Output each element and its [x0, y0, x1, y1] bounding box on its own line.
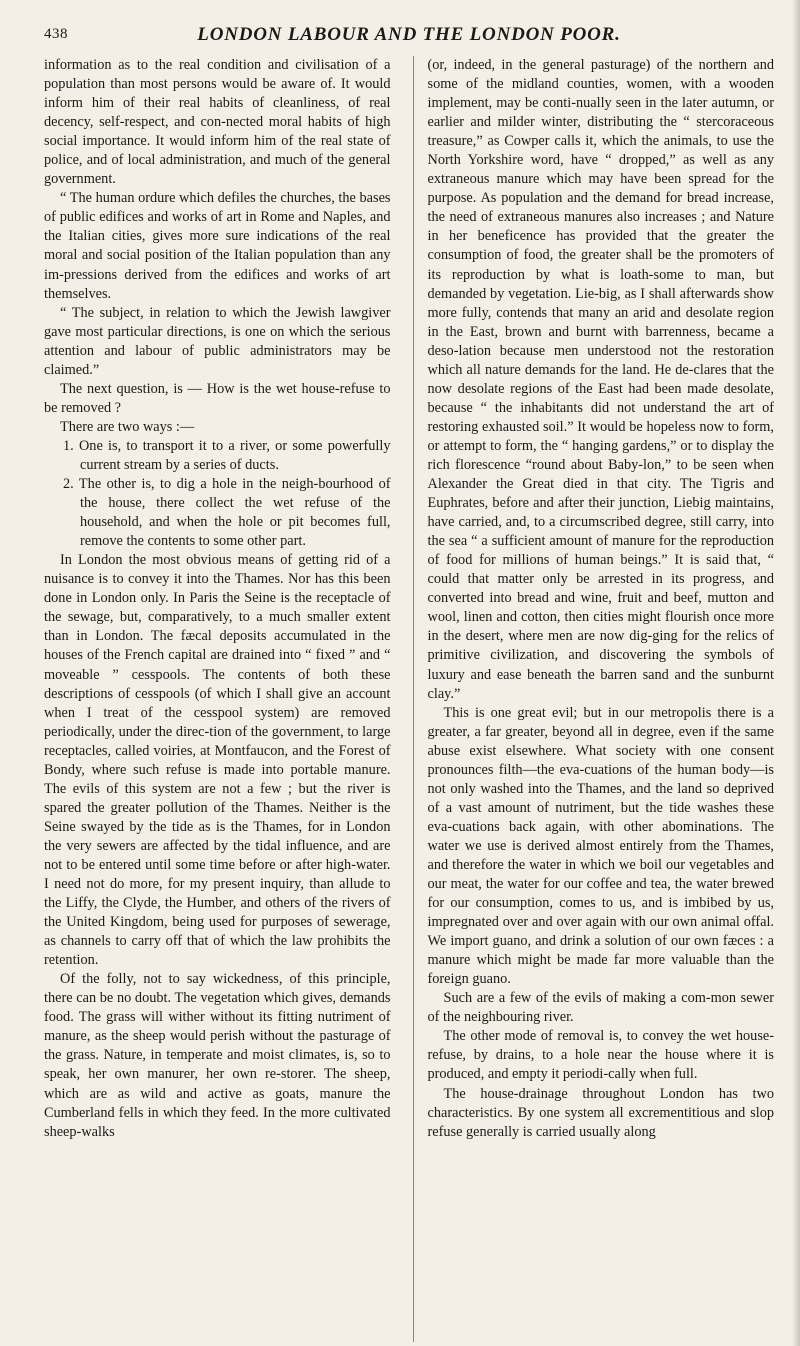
- right-column: [413, 56, 775, 1342]
- running-title: LONDON LABOUR AND THE LONDON POOR.: [197, 24, 621, 45]
- page-header: [44, 20, 774, 56]
- paragraph: information as to the real condition and civilisation of a population than most persons would be aware of. It would inform him of their real habits of cleanliness, of real decency, self-respect, and con-nected moral habits of high social importance. It would inform him of the real state of police, and of local administration, and much of the general government.: [44, 57, 391, 188]
- paragraph: This is one great evil; but in our metropolis there is a greater, a far greater, beyond all in degree, even if the same abuse exist elsewhere. What society with one consent pronounces filth—the eva-cuations of the human body—is not only washed into the Thames, and the land so deprived of a vast amount of nutriment, but the tide washes these eva-cuations back again, with other abominations. The water we use is derived almost entirely from the Thames, and therefore the water in which we boil our vegetables and our meat, the water for our coffee and tea, the water brewed for our consumption, comes to us, and is imbibed by us, impregnated over and over again with our own animal offal. We import guano, and drink a solution of our own fæces : a manure which might be made far more valuable than the foreign guano.: [427, 704, 774, 988]
- paragraph: “ The human ordure which defiles the churches, the bases of public edifices and works of art in Rome and Naples, and the Italian cities, gives more sure indications of the real moral and social position of the Italian population than any im-pressions derived from the edifices and works of art themselves.: [44, 190, 391, 302]
- paragraph: The next question, is — How is the wet house-refuse to be removed ?: [44, 380, 391, 416]
- page-number: 438: [44, 26, 68, 42]
- paragraph: The house-drainage throughout London has two characteristics. By one system all excrementitious and slop refuse generally is carried usually along: [427, 1085, 774, 1140]
- paragraph: (or, indeed, in the general pasturage) of the northern and some of the midland counties, women, with a wooden implement, may be conti-nually seen in the later autumn, or earlier and milder winter, distributing the “ stercoraceous treasure,” as Cowper calls it, which the animals, to use the North Yorkshire word, have “ dropped,” as well as any extraneous manure which may have been spread for the purpose. As population and the demand for bread increase, the need of extraneous manures also increases ; and Nature in her beneficence has provided that the greater the consumption of food, the greater shall be the promoters of its reproduction by what is loath-some to man, but demanded by vegetation. Lie-big, as I shall afterwards show more fully, contends that many an arid and desolate region in the East, brown and burnt with barrenness, became a deso-lation because men understood not the restoration which all nature demands for the land. He de-clares that the now desolate regions of the East had been made desolate, because “ the inhabitants did not understand the art of restoring exhausted soil.” It would be hopeless now to form, or attempt to form, the “ hanging gardens,” or to display the rich florescence “round about Baby-lon,” to be seen when Alexander the Great died in that city. The Tigris and Euphrates, before and after their junction, Liebig maintains, have carried, and, to a circumscribed degree, still carry, into the sea “ a sufficient amount of manure for the reproduction of food for millions of human beings.” It is said that, “ could that matter only be arrested in its progress, and converted into bread and wine, fruit and beef, mutton and wool, linen and cotton, then cities might flourish once more in the desert, where men are now dig-ging for the relics of primitive civilization, and discovering the symbols of luxury and ease beneath the barren sand and the sunburnt clay.”: [427, 57, 774, 702]
- paragraph: “ The subject, in relation to which the Jewish lawgiver gave most particular directions, is one on which the serious attention and labour of public administrators may be claimed.”: [44, 304, 391, 378]
- left-column: [44, 56, 393, 1342]
- paragraph: Such are a few of the evils of making a com-mon sewer of the neighbouring river.: [427, 990, 774, 1026]
- page-edge-shadow: [792, 0, 800, 1346]
- paragraph: In London the most obvious means of getting rid of a nuisance is to convey it into the Thames. Nor has this been done in London only. In Paris the Seine is the receptacle of the sewage, but, comparatively, to a much smaller extent than in London. The fæcal deposits accumulated in the houses of the French capital are drained into “ fixed ” and “ moveable ” cesspools. The contents of both these descriptions of cesspools (of which I shall give an account when I treat of the cesspool system) are removed periodically, under the direc-tion of the government, to large receptacles, called voiries, at Montfaucon, and the Forest of Bondy, where such refuse is made into portable manure. The evils of this system are not a few ; but the river is spared the greater pollution of the Thames. Neither is the Seine swayed by the tide as is the Thames, for in London the very sewers are affected by the tidal influence, and are not to be entered until some time before or after high-water. I need not do more, for my present inquiry, than allude to the Liffy, the Clyde, the Humber, and others of the rivers of the United Kingdom, being used for purposes of sewerage, as channels to carry off that of which the law prohibits the retention.: [44, 552, 391, 969]
- list-item: 2. The other is, to dig a hole in the neigh-bourhood of the house, there collect the wet refuse of the household, and when the hole or pit becomes full, remove the contents to some other part.: [63, 476, 391, 550]
- paragraph: There are two ways :—: [60, 418, 195, 435]
- list-item: 1. One is, to transport it to a river, or some powerfully current stream by a series of ducts.: [63, 437, 391, 473]
- text-columns: [44, 56, 774, 1342]
- paragraph: The other mode of removal is, to convey the wet house-refuse, by drains, to a hole near the house where it is produced, and empty it periodi-cally when full.: [427, 1028, 774, 1083]
- paragraph: Of the folly, not to say wickedness, of this principle, there can be no doubt. The vegetation which gives, demands food. The grass will wither without its fitting nutriment of manure, as the sheep would perish without the pasturage of the grass. Nature, in temperate and moist climates, is, so to speak, her own manurer, her own re-storer. The sheep, which are as wild and active as goats, manure the Cumberland fells in which they feed. In the more cultivated sheep-walks: [44, 971, 391, 1140]
